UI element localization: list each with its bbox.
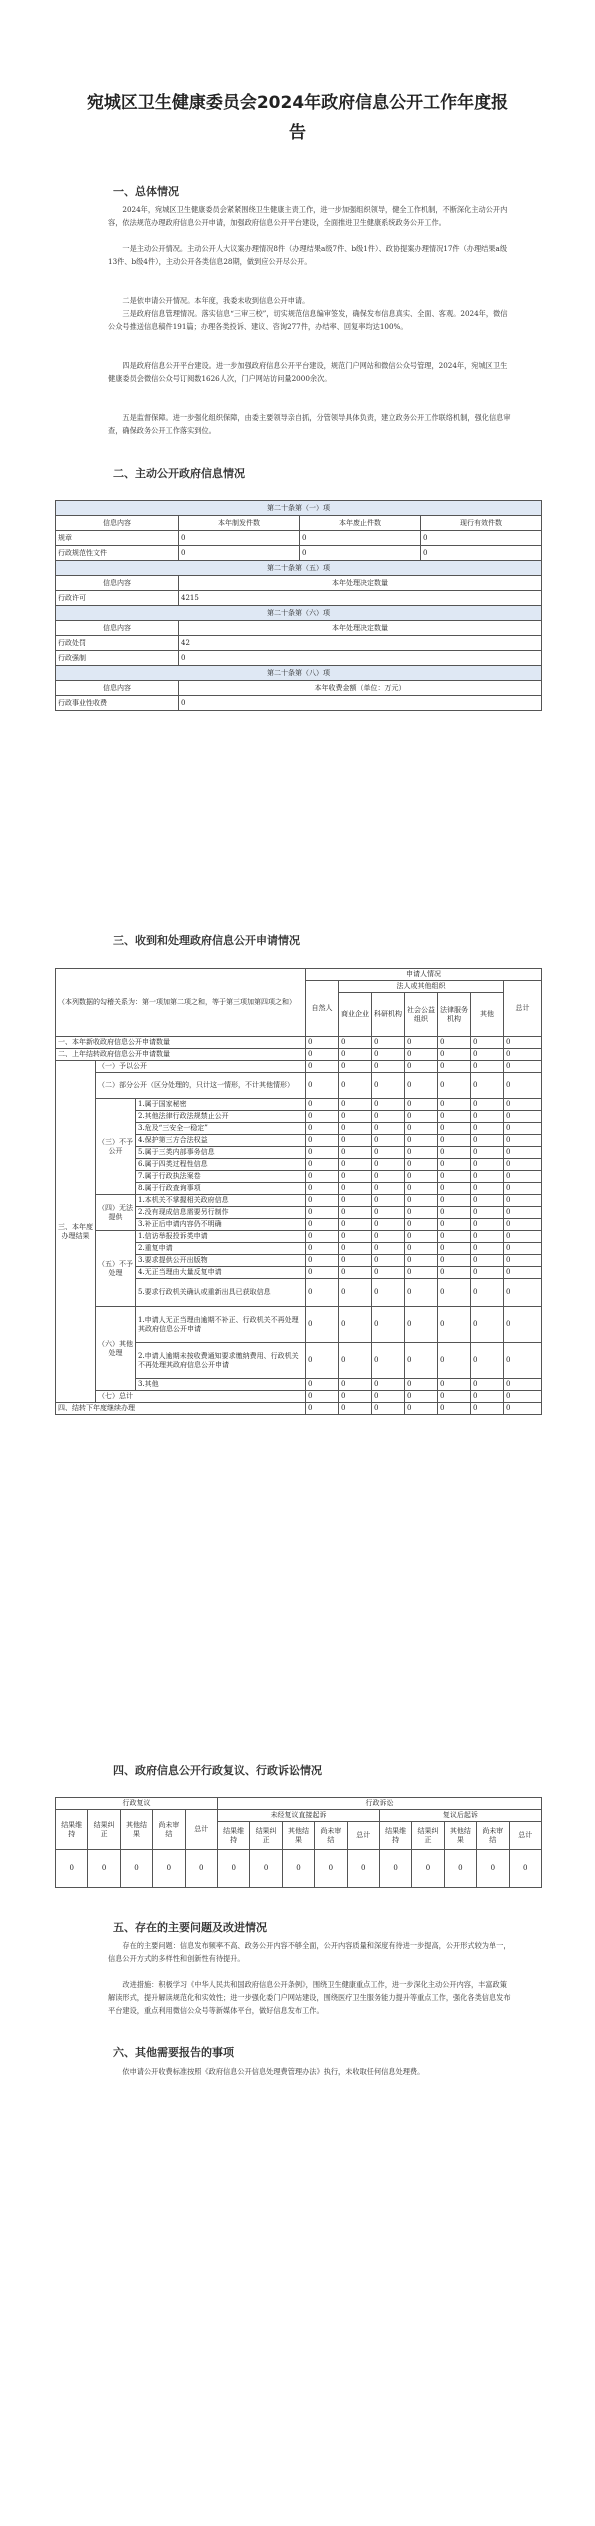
table-cell: 0 — [438, 1391, 471, 1403]
table-cell: 0 — [306, 1123, 339, 1135]
table-row-label: （二）部分公开（区分处理的，只计这一情形，不计其他情形） — [96, 1073, 306, 1099]
table-cell: 0 — [405, 1207, 438, 1219]
table-cell: 0 — [339, 1135, 372, 1147]
table-cell: 0 — [504, 1183, 542, 1195]
table-band: 第二十条第（八）项 — [56, 666, 542, 681]
table-cell: 0 — [372, 1111, 405, 1123]
table-cell: 0 — [339, 1037, 372, 1049]
table-band: 第二十条第（一）项 — [56, 501, 542, 516]
table-cell: 0 — [504, 1219, 542, 1231]
table-row-label: 7.属于行政执法案卷 — [136, 1171, 306, 1183]
table-cell: 0 — [88, 1850, 120, 1888]
table-cell: 0 — [438, 1073, 471, 1099]
table-cell: 0 — [306, 1195, 339, 1207]
table-cell: 0 — [339, 1073, 372, 1099]
table-cell: 0 — [372, 1391, 405, 1403]
table-cell: 0 — [339, 1243, 372, 1255]
table-cell: 0 — [504, 1207, 542, 1219]
table-cell: 0 — [372, 1123, 405, 1135]
table-cell: 0 — [306, 1171, 339, 1183]
table-cell: 0 — [372, 1379, 405, 1391]
table-row-label: 三、本年度办理结果 — [56, 1061, 96, 1403]
table-row-label: （七）总计 — [96, 1391, 306, 1403]
table-cell: 0 — [300, 531, 421, 546]
section-heading-applications: 三、收到和处理政府信息公开申请情况 — [113, 934, 300, 947]
table-band: 第二十条第（六）项 — [56, 606, 542, 621]
table-header: 尚未审结 — [153, 1810, 185, 1850]
table-cell: 0 — [438, 1255, 471, 1267]
table-header: 总计 — [185, 1810, 217, 1850]
table-cell: 0 — [306, 1147, 339, 1159]
table-cell: 0 — [339, 1099, 372, 1111]
overview-paragraph: 四是政府信息公开平台建设。进一步加强政府信息公开平台建设，规范门户网站和微信公众号管理，2024年，宛城区卫生健康委员会微信公众号订阅数1626人次，门户网站访问量2000余次。 — [108, 361, 508, 383]
table-cell: 0 — [405, 1243, 438, 1255]
table-cell: 0 — [306, 1267, 339, 1279]
table-cell: 0 — [339, 1255, 372, 1267]
table-cell: 行政事业性收费 — [56, 696, 179, 711]
table-header: 总计 — [504, 981, 542, 1037]
table-cell: 0 — [471, 1123, 504, 1135]
table-row-label: 1.属于国家秘密 — [136, 1099, 306, 1111]
table-cell: 0 — [504, 1061, 542, 1073]
table-cell: 0 — [339, 1207, 372, 1219]
table-cell: 0 — [306, 1037, 339, 1049]
table-cell: 0 — [250, 1850, 282, 1888]
table-cell: 0 — [56, 1850, 88, 1888]
table-header: 现行有效件数 — [421, 516, 542, 531]
section-heading-proactive: 二、主动公开政府信息情况 — [113, 467, 245, 480]
table-cell: 0 — [339, 1391, 372, 1403]
table-cell: 0 — [372, 1183, 405, 1195]
table-cell: 0 — [504, 1391, 542, 1403]
table-header: 信息内容 — [56, 621, 179, 636]
overview-paragraph: 一是主动公开情况。主动公开人大议案办理情况8件（办理结果a级7件、b级1件）、政协提案办理情况17件（办理结果a级13件、b级4件），主动公开各类信息28期，做到应公开尽公开。 — [108, 244, 508, 266]
table-header: 其他结果 — [120, 1810, 152, 1850]
table-cell: 0 — [471, 1049, 504, 1061]
table-cell: 0 — [504, 1099, 542, 1111]
table-cell: 0 — [405, 1183, 438, 1195]
table-cell: 0 — [306, 1403, 339, 1415]
table-row-label: 1.信访举报投诉类申请 — [136, 1231, 306, 1243]
table-cell: 0 — [471, 1147, 504, 1159]
table-cell: 0 — [179, 546, 300, 561]
table-cell: 0 — [306, 1307, 339, 1343]
table-cell: 0 — [217, 1850, 249, 1888]
table-cell: 0 — [504, 1135, 542, 1147]
table-cell: 0 — [504, 1379, 542, 1391]
table-cell: 0 — [306, 1279, 339, 1307]
table-cell: 0 — [444, 1850, 476, 1888]
table-cell: 0 — [504, 1195, 542, 1207]
table-cell: 0 — [504, 1037, 542, 1049]
table-header: 法律服务机构 — [438, 993, 471, 1037]
table-cell: 0 — [339, 1379, 372, 1391]
table-cell: 0 — [372, 1243, 405, 1255]
table-cell: 42 — [179, 636, 542, 651]
table-cell: 0 — [372, 1135, 405, 1147]
table-cell: 0 — [306, 1219, 339, 1231]
table-cell: 0 — [438, 1379, 471, 1391]
table-cell: 0 — [372, 1061, 405, 1073]
table-header: 结果维持 — [217, 1822, 249, 1850]
table-cell: 0 — [438, 1207, 471, 1219]
table-cell: 0 — [438, 1279, 471, 1307]
table-row-label: 1.本机关不掌握相关政府信息 — [136, 1195, 306, 1207]
table-cell: 0 — [509, 1850, 541, 1888]
table-header: 社会公益组织 — [405, 993, 438, 1037]
table-cell: 0 — [438, 1403, 471, 1415]
table-cell: 0 — [405, 1219, 438, 1231]
section-heading-review: 四、政府信息公开行政复议、行政诉讼情况 — [113, 1764, 322, 1777]
table-cell: 0 — [405, 1267, 438, 1279]
table-cell: 0 — [471, 1255, 504, 1267]
table-header: 行政诉讼 — [217, 1798, 541, 1810]
table-cell: 0 — [471, 1183, 504, 1195]
table-cell: 0 — [372, 1159, 405, 1171]
table-cell: 0 — [372, 1207, 405, 1219]
table-cell: 0 — [306, 1379, 339, 1391]
table-cell: 4215 — [179, 591, 542, 606]
table-cell: 0 — [438, 1231, 471, 1243]
table-header: 信息内容 — [56, 576, 179, 591]
table-cell: 0 — [347, 1850, 379, 1888]
table-cell: 0 — [306, 1073, 339, 1099]
table-cell: 0 — [405, 1123, 438, 1135]
table-cell: 0 — [471, 1267, 504, 1279]
table-row-label: 3.补正后申请内容仍不明确 — [136, 1219, 306, 1231]
table-cell: 0 — [405, 1159, 438, 1171]
table-cell: 0 — [405, 1403, 438, 1415]
table-cell: 0 — [438, 1111, 471, 1123]
overview-paragraph: 三是政府信息管理情况。落实信息“三审三校”，切实规范信息编审签发，确保发布信息真实、全面、客观。2024年，微信公众号推送信息稿件191篇；办理各类投诉、建议、咨询277件，办结率、回复率均达100%。 — [108, 309, 508, 331]
table-header: 其他结果 — [282, 1822, 314, 1850]
table-cell: 0 — [504, 1231, 542, 1243]
table-row-label: 2.没有现成信息需要另行制作 — [136, 1207, 306, 1219]
table-cell: 0 — [405, 1073, 438, 1099]
table-header: 结果纠正 — [88, 1810, 120, 1850]
table-cell: 0 — [504, 1279, 542, 1307]
table-cell: 0 — [405, 1279, 438, 1307]
table-cell: 0 — [120, 1850, 152, 1888]
table-row-label: 5.要求行政机关确认或重新出具已获取信息 — [136, 1279, 306, 1307]
table-header: 其他 — [471, 993, 504, 1037]
table-corner-note: （本列数据的勾稽关系为：第一项加第二项之和，等于第三项加第四项之和） — [56, 969, 306, 1037]
table-cell: 0 — [306, 1099, 339, 1111]
table-header: 本年处理决定数量 — [179, 621, 542, 636]
table-header: 本年废止件数 — [300, 516, 421, 531]
table-cell: 0 — [339, 1147, 372, 1159]
table-cell: 0 — [339, 1307, 372, 1343]
table-header: 总计 — [347, 1822, 379, 1850]
table-cell: 0 — [438, 1147, 471, 1159]
table-cell: 0 — [438, 1061, 471, 1073]
table-cell: 0 — [339, 1171, 372, 1183]
table-cell: 0 — [421, 531, 542, 546]
table-cell: 0 — [405, 1255, 438, 1267]
overview-paragraph: 二是依申请公开情况。本年度，我委未收到信息公开申请。 — [122, 296, 310, 305]
table-cell: 0 — [179, 696, 542, 711]
table-cell: 0 — [438, 1307, 471, 1343]
table-header: 信息内容 — [56, 516, 179, 531]
table-cell: 0 — [438, 1123, 471, 1135]
table-cell: 0 — [306, 1135, 339, 1147]
table-cell: 0 — [372, 1195, 405, 1207]
table-cell: 0 — [372, 1171, 405, 1183]
table-header: 本年处理决定数量 — [179, 576, 542, 591]
table-cell: 行政许可 — [56, 591, 179, 606]
table-cell: 0 — [471, 1219, 504, 1231]
table-row-label: 3.其他 — [136, 1379, 306, 1391]
overview-paragraph: 2024年，宛城区卫生健康委员会紧紧围绕卫生健康主责工作，进一步加强组织领导，健全工作机制，不断深化主动公开内容，依法规范办理政府信息公开申请，加强政府信息公开平台建设，全面推进卫生健康系统政务公开工作。 — [108, 205, 508, 227]
section-heading-overview: 一、总体情况 — [113, 185, 179, 198]
table-row-label: 6.属于四类过程性信息 — [136, 1159, 306, 1171]
table-header: 信息内容 — [56, 681, 179, 696]
table-cell: 0 — [372, 1073, 405, 1099]
table-cell: 0 — [306, 1049, 339, 1061]
table-header: 复议后起诉 — [379, 1810, 541, 1822]
table-row-label: 4.无正当理由大量反复申请 — [136, 1267, 306, 1279]
table-cell: 0 — [438, 1267, 471, 1279]
table-cell: 0 — [405, 1135, 438, 1147]
table-cell: 0 — [504, 1255, 542, 1267]
table-cell: 0 — [372, 1049, 405, 1061]
table-cell: 0 — [306, 1061, 339, 1073]
table-cell: 0 — [339, 1231, 372, 1243]
table-cell: 0 — [504, 1111, 542, 1123]
table-cell: 0 — [471, 1099, 504, 1111]
table-cell: 0 — [339, 1403, 372, 1415]
table-cell: 0 — [372, 1219, 405, 1231]
table-cell: 0 — [438, 1037, 471, 1049]
section-heading-other: 六、其他需要报告的事项 — [113, 2046, 234, 2059]
table-cell: 0 — [339, 1061, 372, 1073]
table-cell: 0 — [405, 1147, 438, 1159]
table-row-label: 2.其他法律行政法规禁止公开 — [136, 1111, 306, 1123]
table-cell: 0 — [306, 1159, 339, 1171]
table-group-label: （三）不予公开 — [96, 1099, 136, 1195]
table-cell: 0 — [438, 1171, 471, 1183]
table-cell: 0 — [471, 1379, 504, 1391]
table-cell: 0 — [306, 1243, 339, 1255]
table-cell: 0 — [179, 531, 300, 546]
table-cell: 0 — [306, 1343, 339, 1379]
table-cell: 0 — [306, 1207, 339, 1219]
table-cell: 0 — [405, 1343, 438, 1379]
table-cell: 0 — [405, 1049, 438, 1061]
table-cell: 0 — [405, 1037, 438, 1049]
table-cell: 0 — [315, 1850, 347, 1888]
table-cell: 0 — [471, 1243, 504, 1255]
table-cell: 0 — [300, 546, 421, 561]
table-cell: 0 — [306, 1255, 339, 1267]
section-heading-problems: 五、存在的主要问题及改进情况 — [113, 1921, 267, 1934]
table-cell: 0 — [372, 1231, 405, 1243]
table-cell: 0 — [372, 1343, 405, 1379]
table-row-label: 4.保护第三方合法权益 — [136, 1135, 306, 1147]
table-row-label: 3.要求提供公开出版物 — [136, 1255, 306, 1267]
table-cell: 0 — [339, 1159, 372, 1171]
table-group-label: （六）其他处理 — [96, 1307, 136, 1391]
table-header: 尚未审结 — [315, 1822, 347, 1850]
table-cell: 0 — [471, 1279, 504, 1307]
table-cell: 0 — [405, 1171, 438, 1183]
table-cell: 0 — [504, 1403, 542, 1415]
table-cell: 0 — [306, 1111, 339, 1123]
table-cell: 0 — [471, 1391, 504, 1403]
table-cell: 0 — [504, 1073, 542, 1099]
table-cell: 0 — [339, 1123, 372, 1135]
table-cell: 0 — [471, 1159, 504, 1171]
table-band: 第二十条第（五）项 — [56, 561, 542, 576]
table-cell: 0 — [306, 1231, 339, 1243]
table-cell: 0 — [438, 1219, 471, 1231]
problems-paragraph: 存在的主要问题：信息发布频率不高、政务公开内容不够全面，公开内容质量和深度有待进一步提高，公开形式较为单一，信息公开方式的多样性和创新性有待提升。 — [108, 1941, 511, 1963]
applications-table — [55, 968, 542, 1415]
table-header: 尚未审结 — [477, 1822, 509, 1850]
table-cell: 0 — [339, 1219, 372, 1231]
table-cell: 0 — [372, 1255, 405, 1267]
table-cell: 0 — [339, 1111, 372, 1123]
table-header: 结果纠正 — [412, 1822, 444, 1850]
table-cell: 0 — [372, 1267, 405, 1279]
table-cell: 0 — [372, 1099, 405, 1111]
table-cell: 0 — [504, 1243, 542, 1255]
table-group-label: （四）无法提供 — [96, 1195, 136, 1231]
table-cell: 0 — [438, 1195, 471, 1207]
table-cell: 0 — [405, 1307, 438, 1343]
table-header: 申请人情况 — [306, 969, 542, 981]
table-cell: 0 — [405, 1391, 438, 1403]
table-cell: 0 — [504, 1147, 542, 1159]
table-row-label: 5.属于三类内部事务信息 — [136, 1147, 306, 1159]
table-cell: 0 — [153, 1850, 185, 1888]
table-cell: 0 — [372, 1307, 405, 1343]
table-cell: 0 — [372, 1279, 405, 1307]
table-header: 结果维持 — [56, 1810, 88, 1850]
table-cell: 0 — [438, 1099, 471, 1111]
table-cell: 0 — [339, 1049, 372, 1061]
problems-paragraph: 改进措施：积极学习《中华人民共和国政府信息公开条例》，围绕卫生健康重点工作，进一步深化主动公开内容，丰富政策解读形式，提升解读规范化和实效性；进一步强化委门户网站建设，围绕医疗卫生服务能力提升等重点工作，强化各类信息发布平台建设，重点利用微信公众号等新媒体平台，做好信息发布工作。 — [108, 1980, 511, 2015]
table-cell: 0 — [306, 1391, 339, 1403]
table-header: 结果维持 — [379, 1822, 411, 1850]
table-cell: 0 — [438, 1159, 471, 1171]
table-cell: 规章 — [56, 531, 179, 546]
table-cell: 0 — [504, 1267, 542, 1279]
table-cell: 0 — [405, 1195, 438, 1207]
table-cell: 0 — [471, 1231, 504, 1243]
table-cell: 0 — [471, 1037, 504, 1049]
table-header: 行政复议 — [56, 1798, 218, 1810]
table-cell: 0 — [405, 1379, 438, 1391]
table-cell: 0 — [372, 1403, 405, 1415]
table-row-label: 四、结转下年度继续办理 — [56, 1403, 306, 1415]
table-cell: 0 — [438, 1243, 471, 1255]
table-cell: 0 — [306, 1183, 339, 1195]
table-header: 总计 — [509, 1822, 541, 1850]
table-header: 自然人 — [306, 981, 339, 1037]
review-litigation-table — [55, 1797, 542, 1888]
table-cell: 0 — [504, 1159, 542, 1171]
table-cell: 0 — [471, 1195, 504, 1207]
table-cell: 0 — [471, 1343, 504, 1379]
table-cell: 行政强制 — [56, 651, 179, 666]
table-row-label: 3.危及“三安全一稳定” — [136, 1123, 306, 1135]
table-cell: 0 — [438, 1183, 471, 1195]
table-cell: 0 — [477, 1850, 509, 1888]
table-cell: 0 — [372, 1037, 405, 1049]
table-row-label: （一）予以公开 — [96, 1061, 306, 1073]
table-cell: 0 — [471, 1073, 504, 1099]
table-cell: 0 — [471, 1135, 504, 1147]
table-cell: 0 — [179, 651, 542, 666]
table-cell: 0 — [339, 1267, 372, 1279]
report-title: 宛城区卫生健康委员会2024年政府信息公开工作年度报告 — [86, 93, 509, 143]
table-header: 商业企业 — [339, 993, 372, 1037]
table-row-label: 2.重复申请 — [136, 1243, 306, 1255]
table-cell: 0 — [339, 1183, 372, 1195]
table-cell: 0 — [504, 1123, 542, 1135]
table-cell: 0 — [405, 1111, 438, 1123]
table-cell: 0 — [405, 1231, 438, 1243]
table-cell: 0 — [471, 1307, 504, 1343]
table-cell: 0 — [339, 1279, 372, 1307]
table-cell: 0 — [504, 1049, 542, 1061]
table-cell: 0 — [438, 1135, 471, 1147]
table-cell: 0 — [372, 1147, 405, 1159]
table-cell: 0 — [471, 1403, 504, 1415]
table-cell: 0 — [405, 1099, 438, 1111]
proactive-disclosure-table — [55, 500, 542, 711]
table-cell: 0 — [504, 1307, 542, 1343]
table-cell: 0 — [185, 1850, 217, 1888]
table-cell: 0 — [471, 1171, 504, 1183]
table-header: 未经复议直接起诉 — [217, 1810, 379, 1822]
table-row-label: 2.申请人逾期未按收费通知要求缴纳费用、行政机关不再处理其政府信息公开申请 — [136, 1343, 306, 1379]
table-cell: 0 — [339, 1343, 372, 1379]
table-cell: 0 — [504, 1343, 542, 1379]
table-cell: 0 — [412, 1850, 444, 1888]
table-header: 本年收费金额（单位：万元） — [179, 681, 542, 696]
table-group-label: （五）不予处理 — [96, 1231, 136, 1307]
table-cell: 0 — [504, 1171, 542, 1183]
table-cell: 0 — [405, 1061, 438, 1073]
table-cell: 0 — [438, 1049, 471, 1061]
other-paragraph: 依申请公开收费标准按照《政府信息公开信息处理费管理办法》执行，未收取任何信息处理费。 — [122, 2067, 425, 2076]
table-cell: 0 — [379, 1850, 411, 1888]
table-row-label: 8.属于行政查询事项 — [136, 1183, 306, 1195]
table-cell: 0 — [438, 1343, 471, 1379]
table-cell: 0 — [421, 546, 542, 561]
table-row-label: 一、本年新收政府信息公开申请数量 — [56, 1037, 306, 1049]
table-header: 其他结果 — [444, 1822, 476, 1850]
table-header: 法人或其他组织 — [339, 981, 504, 993]
table-header: 科研机构 — [372, 993, 405, 1037]
table-cell: 0 — [471, 1111, 504, 1123]
table-header: 结果纠正 — [250, 1822, 282, 1850]
table-row-label: 1.申请人无正当理由逾期不补正、行政机关不再处理其政府信息公开申请 — [136, 1307, 306, 1343]
table-cell: 行政规范性文件 — [56, 546, 179, 561]
table-header: 本年制发件数 — [179, 516, 300, 531]
overview-paragraph: 五是监督保障。进一步强化组织保障，由委主要领导亲自抓，分管领导具体负责，建立政务公开工作联络机制，强化信息审查，确保政务公开工作落实到位。 — [108, 413, 511, 435]
table-cell: 0 — [471, 1207, 504, 1219]
table-cell: 0 — [339, 1195, 372, 1207]
table-row-label: 二、上年结转政府信息公开申请数量 — [56, 1049, 306, 1061]
table-cell: 0 — [471, 1061, 504, 1073]
table-cell: 0 — [282, 1850, 314, 1888]
table-cell: 行政处罚 — [56, 636, 179, 651]
